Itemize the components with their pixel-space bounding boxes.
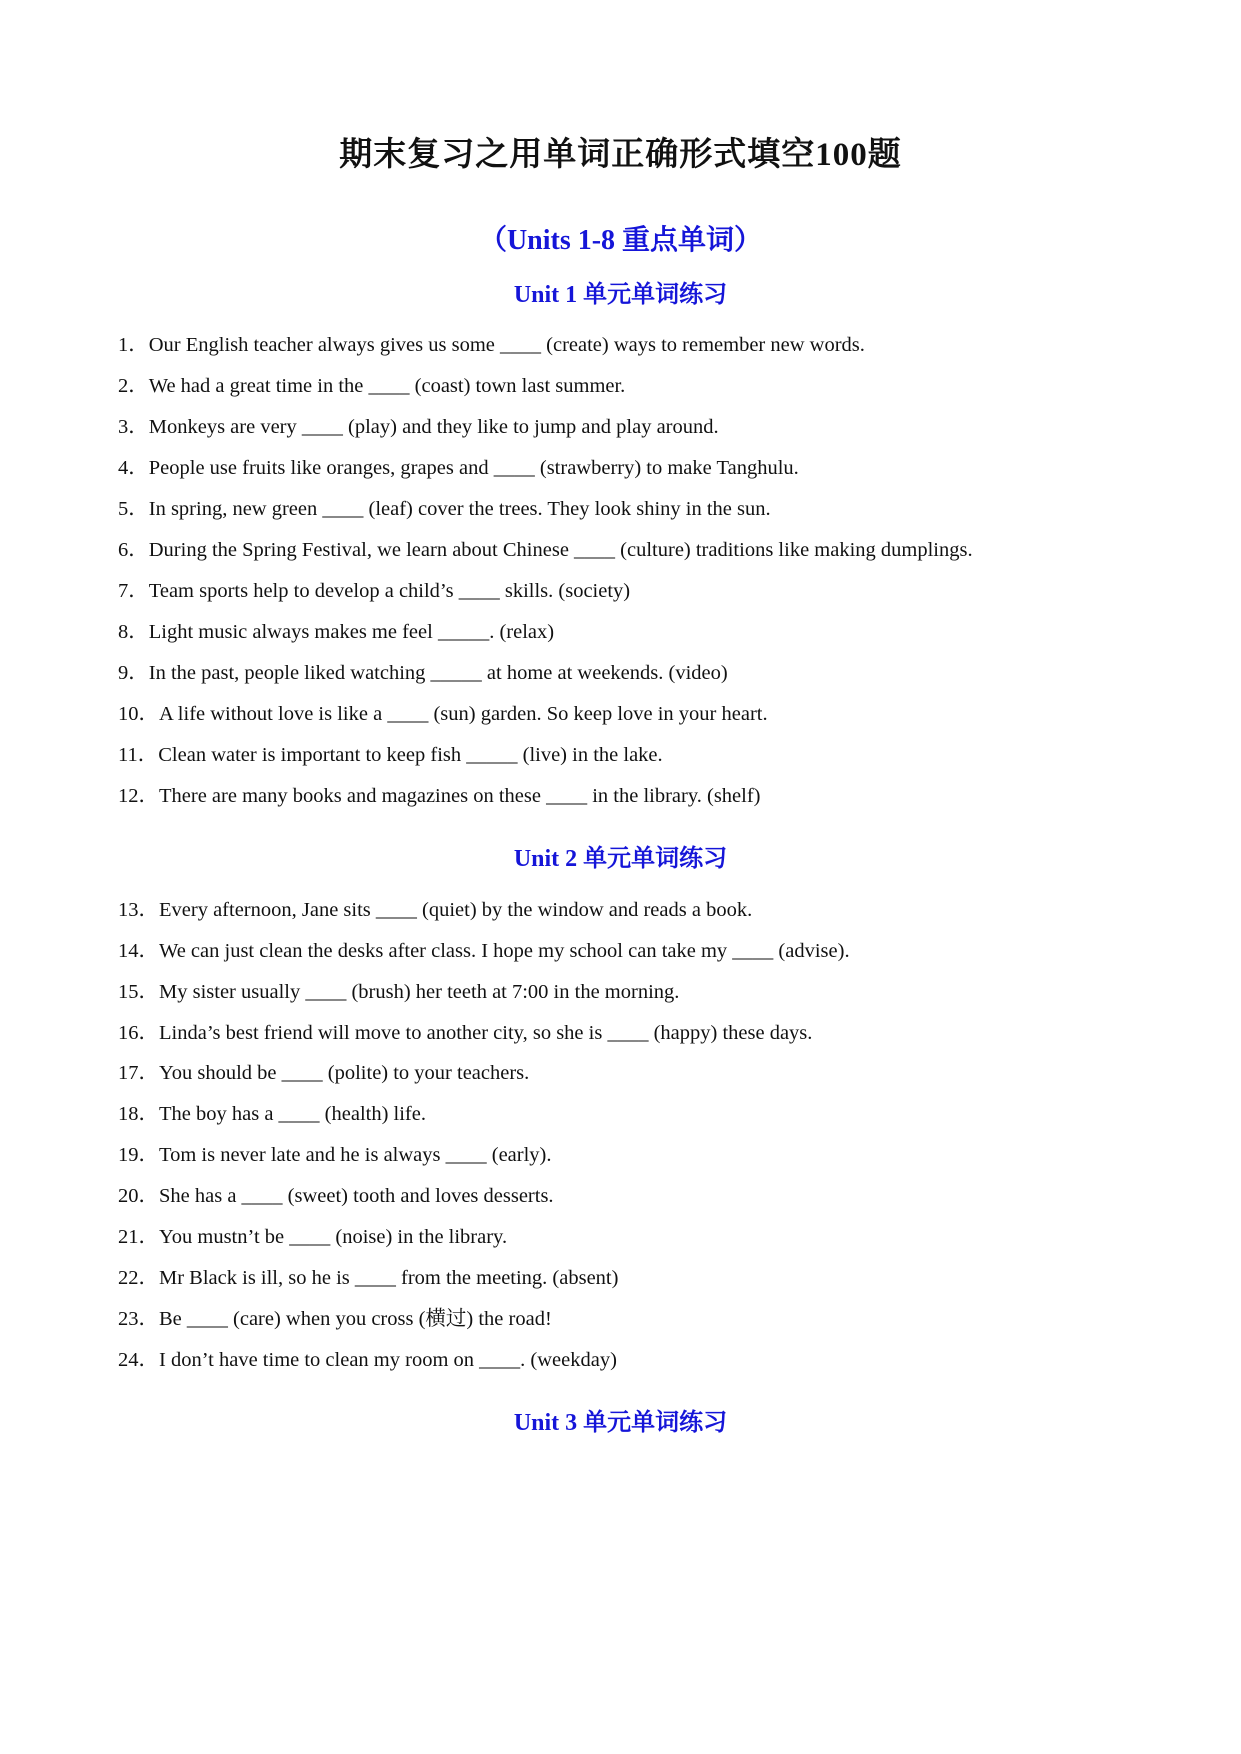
unit-3-heading: Unit 3 单元单词练习 <box>513 1410 728 1436</box>
question-text: Every afternoon, Jane sits ____ (quiet) by the window and reads a book. <box>159 899 753 921</box>
question-number: 11． <box>118 744 159 766</box>
question-number: 12． <box>118 785 159 807</box>
question-text: She has a ____ (sweet) tooth and loves desserts. <box>159 1185 554 1207</box>
question-number: 21． <box>118 1226 159 1248</box>
question-item <box>118 1020 812 1046</box>
question-text: Monkeys are very ____ (play) and they like to jump and play around. <box>148 416 719 438</box>
question-text: There are many books and magazines on these ____ in the library. (shelf) <box>159 785 761 807</box>
question-item <box>118 414 719 440</box>
question-item <box>118 619 554 645</box>
question-number: 18． <box>118 1103 159 1125</box>
question-text: My sister usually ____ (brush) her teeth at 7:00 in the morning. <box>159 981 680 1003</box>
question-number: 13． <box>118 899 159 921</box>
question-text: Clean water is important to keep fish _____ (live) in the lake. <box>158 744 663 766</box>
question-number: 7． <box>118 580 149 602</box>
question-item <box>118 332 865 358</box>
question-number: 4． <box>118 457 149 479</box>
question-number: 9． <box>118 662 149 684</box>
question-item <box>118 660 728 686</box>
question-item <box>118 578 630 604</box>
question-item <box>118 1060 529 1086</box>
question-number: 8． <box>118 621 149 643</box>
question-item <box>118 1142 552 1168</box>
question-number: 20． <box>118 1185 159 1207</box>
question-text: Linda’s best friend will move to another city, so she is ____ (happy) these days. <box>159 1022 813 1044</box>
question-item <box>118 373 625 399</box>
unit-2-heading: Unit 2 单元单词练习 <box>513 846 728 872</box>
question-item <box>118 537 973 563</box>
question-item <box>118 496 771 522</box>
question-item <box>118 701 768 727</box>
question-text: The boy has a ____ (health) life. <box>159 1103 426 1125</box>
question-item <box>118 1265 618 1291</box>
question-number: 1． <box>118 334 149 356</box>
question-number: 15． <box>118 981 159 1003</box>
question-text: During the Spring Festival, we learn about Chinese ____ (culture) traditions like making dumplings. <box>148 539 973 561</box>
question-text: You should be ____ (polite) to your teachers. <box>159 1062 530 1084</box>
question-item <box>118 897 752 923</box>
question-item <box>118 979 679 1005</box>
question-number: 6． <box>118 539 149 561</box>
question-item <box>118 1101 426 1127</box>
question-text: A life without love is like a ____ (sun) garden. So keep love in your heart. <box>159 703 768 725</box>
question-item <box>118 1183 554 1209</box>
question-text: Our English teacher always gives us some ____ (create) ways to remember new words. <box>148 334 865 356</box>
question-text: In the past, people liked watching _____ at home at weekends. (video) <box>148 662 728 684</box>
question-text: Light music always makes me feel _____. (relax) <box>148 621 555 643</box>
question-text: You mustn’t be ____ (noise) in the library. <box>159 1226 508 1248</box>
page-subtitle: （Units 1-8 重点单词） <box>478 225 763 256</box>
question-number: 3． <box>118 416 149 438</box>
question-number: 5． <box>118 498 149 520</box>
question-item <box>118 938 850 964</box>
question-text: Be ____ (care) when you cross (横过) the road! <box>159 1308 552 1330</box>
question-item <box>118 1306 552 1332</box>
question-item <box>118 742 663 768</box>
question-number: 10． <box>118 703 159 725</box>
page-title: 期末复习之用单词正确形式填空100题 <box>339 137 902 173</box>
question-text: Mr Black is ill, so he is ____ from the meeting. (absent) <box>159 1267 619 1289</box>
unit-1-heading: Unit 1 单元单词练习 <box>513 282 728 308</box>
question-text: I don’t have time to clean my room on ____. (weekday) <box>159 1349 617 1371</box>
question-number: 24． <box>118 1349 159 1371</box>
question-number: 19． <box>118 1144 159 1166</box>
question-text: We had a great time in the ____ (coast) town last summer. <box>148 375 626 397</box>
question-text: Team sports help to develop a child’s ____ skills. (society) <box>148 580 631 602</box>
question-number: 22． <box>118 1267 159 1289</box>
question-text: People use fruits like oranges, grapes and ____ (strawberry) to make Tanghulu. <box>148 457 799 479</box>
question-number: 14． <box>118 940 159 962</box>
question-number: 23． <box>118 1308 159 1330</box>
question-item <box>118 1347 617 1373</box>
question-text: In spring, new green ____ (leaf) cover the trees. They look shiny in the sun. <box>148 498 771 520</box>
question-number: 17． <box>118 1062 159 1084</box>
question-text: We can just clean the desks after class. I hope my school can take my ____ (advise). <box>159 940 850 962</box>
question-number: 2． <box>118 375 149 397</box>
question-text: Tom is never late and he is always ____ (early). <box>159 1144 552 1166</box>
question-number: 16． <box>118 1022 159 1044</box>
question-item <box>118 455 799 481</box>
question-item <box>118 1224 507 1250</box>
question-item <box>118 783 761 809</box>
